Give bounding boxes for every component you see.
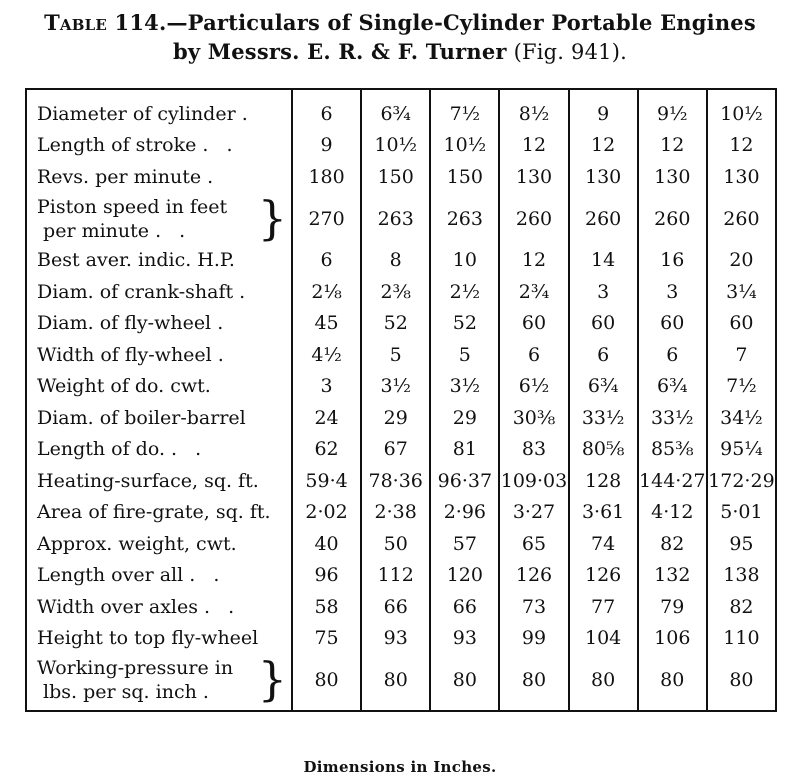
- brace-glyph: }: [257, 190, 287, 245]
- table-row: [26, 560, 776, 592]
- value-cell: 5: [361, 339, 430, 371]
- value-cell: 96·37: [430, 465, 499, 497]
- title-figure-ref: (Fig. 941).: [506, 40, 627, 64]
- row-label: [26, 89, 292, 130]
- value-cell: 7½: [707, 371, 776, 403]
- value-cell: 132: [638, 560, 707, 592]
- value-cell: 60: [499, 308, 568, 340]
- table-title: [0, 8, 800, 67]
- leader-dots: . .: [155, 219, 192, 242]
- table-row: [26, 193, 776, 245]
- row-label-text-2: lbs. per sq. inch: [43, 681, 197, 703]
- row-label: [26, 276, 292, 308]
- value-cell: 2⅜: [361, 276, 430, 308]
- value-cell: 126: [569, 560, 638, 592]
- value-cell: 6¾: [361, 89, 430, 130]
- value-cell: 8: [361, 245, 430, 277]
- value-cell: 2⅛: [292, 276, 361, 308]
- value-cell: 77: [569, 591, 638, 623]
- table-row: [26, 339, 776, 371]
- value-cell: 3·61: [569, 497, 638, 529]
- value-cell: 144·27: [638, 465, 707, 497]
- value-cell: 4·12: [638, 497, 707, 529]
- value-cell: 30⅜: [499, 402, 568, 434]
- row-label-text: Height to top fly-wheel: [37, 627, 259, 650]
- leader-dots: .: [241, 102, 254, 125]
- value-cell: 6: [638, 339, 707, 371]
- table-row: [26, 130, 776, 162]
- value-cell: 75: [292, 623, 361, 655]
- value-cell: 74: [569, 528, 638, 560]
- value-cell: 80: [707, 654, 776, 711]
- value-cell: 130: [499, 161, 568, 193]
- value-cell: 270: [292, 193, 361, 245]
- value-cell: 8½: [499, 89, 568, 130]
- value-cell: 85⅜: [638, 434, 707, 466]
- row-label-text: Diam. of fly-wheel: [37, 312, 212, 335]
- table-row: [26, 434, 776, 466]
- value-cell: 6¾: [569, 371, 638, 403]
- value-cell: 6: [292, 245, 361, 277]
- value-cell: 29: [430, 402, 499, 434]
- value-cell: 10½: [707, 89, 776, 130]
- value-cell: 73: [499, 591, 568, 623]
- row-label: [26, 654, 292, 711]
- value-cell: 52: [361, 308, 430, 340]
- row-label: [26, 623, 292, 655]
- value-cell: 60: [569, 308, 638, 340]
- table-row: [26, 497, 776, 529]
- value-cell: 50: [361, 528, 430, 560]
- row-label: [26, 591, 292, 623]
- engine-particulars-table: [25, 88, 777, 712]
- value-cell: 260: [569, 193, 638, 245]
- value-cell: 110: [707, 623, 776, 655]
- table-row: [26, 89, 776, 130]
- leader-dots: . .: [189, 564, 226, 587]
- row-label-text: Diam. of boiler-barrel: [37, 406, 246, 429]
- value-cell: 7½: [430, 89, 499, 130]
- value-cell: 126: [499, 560, 568, 592]
- row-label-text: Best aver. indic. H.P.: [37, 249, 235, 272]
- value-cell: 130: [569, 161, 638, 193]
- value-cell: 260: [707, 193, 776, 245]
- table-row: [26, 654, 776, 711]
- value-cell: 10½: [361, 130, 430, 162]
- value-cell: 138: [707, 560, 776, 592]
- value-cell: 5·01: [707, 497, 776, 529]
- value-cell: 81: [430, 434, 499, 466]
- row-label: [26, 560, 292, 592]
- value-cell: 60: [707, 308, 776, 340]
- value-cell: 106: [638, 623, 707, 655]
- value-cell: 260: [499, 193, 568, 245]
- value-cell: 99: [499, 623, 568, 655]
- value-cell: 45: [292, 308, 361, 340]
- value-cell: 80: [292, 654, 361, 711]
- title-line-1: [0, 8, 800, 37]
- value-cell: 83: [499, 434, 568, 466]
- value-cell: 16: [638, 245, 707, 277]
- value-cell: 33½: [569, 402, 638, 434]
- leader-dots: . .: [204, 595, 241, 618]
- table-row: [26, 161, 776, 193]
- value-cell: 130: [707, 161, 776, 193]
- row-label-text: Diam. of crank-shaft: [37, 280, 234, 303]
- leader-dots: . .: [171, 438, 208, 461]
- value-cell: 263: [361, 193, 430, 245]
- table-body: [26, 89, 776, 711]
- value-cell: 78·36: [361, 465, 430, 497]
- value-cell: 93: [361, 623, 430, 655]
- row-label: [26, 528, 292, 560]
- row-label: [26, 308, 292, 340]
- value-cell: 150: [430, 161, 499, 193]
- value-cell: 80: [569, 654, 638, 711]
- value-cell: 9½: [638, 89, 707, 130]
- value-cell: 12: [638, 130, 707, 162]
- value-cell: 93: [430, 623, 499, 655]
- value-cell: 40: [292, 528, 361, 560]
- value-cell: 150: [361, 161, 430, 193]
- row-label: [26, 465, 292, 497]
- value-cell: 3: [569, 276, 638, 308]
- value-cell: 6: [292, 89, 361, 130]
- leader-dots: . .: [202, 134, 239, 157]
- value-cell: 9: [569, 89, 638, 130]
- row-label-text: Weight of do. cwt.: [37, 375, 211, 398]
- brace-glyph: }: [257, 652, 287, 706]
- value-cell: 2¾: [499, 276, 568, 308]
- value-cell: 80: [430, 654, 499, 711]
- table-row: [26, 623, 776, 655]
- value-cell: 12: [707, 130, 776, 162]
- value-cell: 82: [638, 528, 707, 560]
- row-label: [26, 190, 292, 245]
- value-cell: 2·02: [292, 497, 361, 529]
- value-cell: 3½: [430, 371, 499, 403]
- value-cell: 82: [707, 591, 776, 623]
- value-cell: 6: [569, 339, 638, 371]
- table-number: Table 114.: [44, 10, 167, 35]
- value-cell: 12: [499, 130, 568, 162]
- value-cell: 128: [569, 465, 638, 497]
- leader-dots: .: [207, 165, 220, 188]
- row-label-text: Heating-surface, sq. ft.: [37, 469, 259, 492]
- value-cell: 180: [292, 161, 361, 193]
- table-row: [26, 402, 776, 434]
- row-label-text: Approx. weight, cwt.: [37, 532, 237, 555]
- value-cell: 66: [361, 591, 430, 623]
- value-cell: 112: [361, 560, 430, 592]
- value-cell: 3: [638, 276, 707, 308]
- table-row: [26, 371, 776, 403]
- table-row: [26, 528, 776, 560]
- value-cell: 10: [430, 245, 499, 277]
- value-cell: 9: [292, 130, 361, 162]
- row-label-text: Piston speed in feet: [37, 195, 228, 218]
- value-cell: 80: [361, 654, 430, 711]
- value-cell: 95: [707, 528, 776, 560]
- table-footnote: Dimensions in Inches.: [303, 758, 497, 776]
- value-cell: 104: [569, 623, 638, 655]
- value-cell: 109·03: [499, 465, 568, 497]
- value-cell: 59·4: [292, 465, 361, 497]
- row-label: [26, 339, 292, 371]
- value-cell: 80⅝: [569, 434, 638, 466]
- value-cell: 6½: [499, 371, 568, 403]
- title-text-2: by Messrs. E. R. & F. Turner: [173, 39, 507, 64]
- value-cell: 4½: [292, 339, 361, 371]
- row-label: [26, 245, 292, 277]
- table-row: [26, 591, 776, 623]
- row-label: [26, 161, 292, 193]
- row-label-text: Area of fire-grate, sq. ft.: [37, 501, 271, 524]
- value-cell: 20: [707, 245, 776, 277]
- value-cell: 260: [638, 193, 707, 245]
- row-label: [26, 402, 292, 434]
- value-cell: 52: [430, 308, 499, 340]
- value-cell: 24: [292, 402, 361, 434]
- value-cell: 60: [638, 308, 707, 340]
- value-cell: 80: [638, 654, 707, 711]
- value-cell: 80: [499, 654, 568, 711]
- value-cell: 6: [499, 339, 568, 371]
- value-cell: 33½: [638, 402, 707, 434]
- row-label-text: Length of stroke: [37, 134, 197, 157]
- value-cell: 95¼: [707, 434, 776, 466]
- value-cell: 130: [638, 161, 707, 193]
- value-cell: 79: [638, 591, 707, 623]
- row-label-text: Working-pressure in: [37, 657, 234, 679]
- row-label-text: Length over all: [37, 564, 184, 587]
- row-label: [26, 434, 292, 466]
- leader-dots: .: [217, 343, 230, 366]
- title-text-1: —Particulars of Single-Cylinder Portable Engines: [166, 10, 756, 35]
- value-cell: 2·38: [361, 497, 430, 529]
- table-row: [26, 245, 776, 277]
- value-cell: 67: [361, 434, 430, 466]
- value-cell: 2·96: [430, 497, 499, 529]
- value-cell: 3: [292, 371, 361, 403]
- table-row: [26, 276, 776, 308]
- value-cell: 263: [430, 193, 499, 245]
- table-row: [26, 465, 776, 497]
- value-cell: 57: [430, 528, 499, 560]
- value-cell: 3·27: [499, 497, 568, 529]
- title-line-2: [0, 37, 800, 67]
- value-cell: 2½: [430, 276, 499, 308]
- row-label-text: Width of fly-wheel: [37, 343, 212, 366]
- row-label-text: Revs. per minute: [37, 165, 202, 188]
- leader-dots: .: [239, 280, 252, 303]
- value-cell: 7: [707, 339, 776, 371]
- row-label: [26, 371, 292, 403]
- row-label: [26, 130, 292, 162]
- value-cell: 66: [430, 591, 499, 623]
- row-label-text-2: per minute: [43, 219, 150, 242]
- value-cell: 10½: [430, 130, 499, 162]
- value-cell: 96: [292, 560, 361, 592]
- value-cell: 34½: [707, 402, 776, 434]
- value-cell: 3½: [361, 371, 430, 403]
- value-cell: 12: [499, 245, 568, 277]
- value-cell: 29: [361, 402, 430, 434]
- table-row: [26, 308, 776, 340]
- value-cell: 58: [292, 591, 361, 623]
- value-cell: 3¼: [707, 276, 776, 308]
- row-label-text: Length of do.: [37, 438, 165, 461]
- value-cell: 65: [499, 528, 568, 560]
- row-label: [26, 497, 292, 529]
- value-cell: 62: [292, 434, 361, 466]
- value-cell: 14: [569, 245, 638, 277]
- value-cell: 12: [569, 130, 638, 162]
- row-label-text: Width over axles: [37, 595, 198, 618]
- leader-dots: .: [217, 312, 230, 335]
- value-cell: 6¾: [638, 371, 707, 403]
- value-cell: 172·29: [707, 465, 776, 497]
- leader-dots: .: [202, 681, 215, 703]
- value-cell: 5: [430, 339, 499, 371]
- value-cell: 120: [430, 560, 499, 592]
- row-label-text: Diameter of cylinder: [37, 102, 236, 125]
